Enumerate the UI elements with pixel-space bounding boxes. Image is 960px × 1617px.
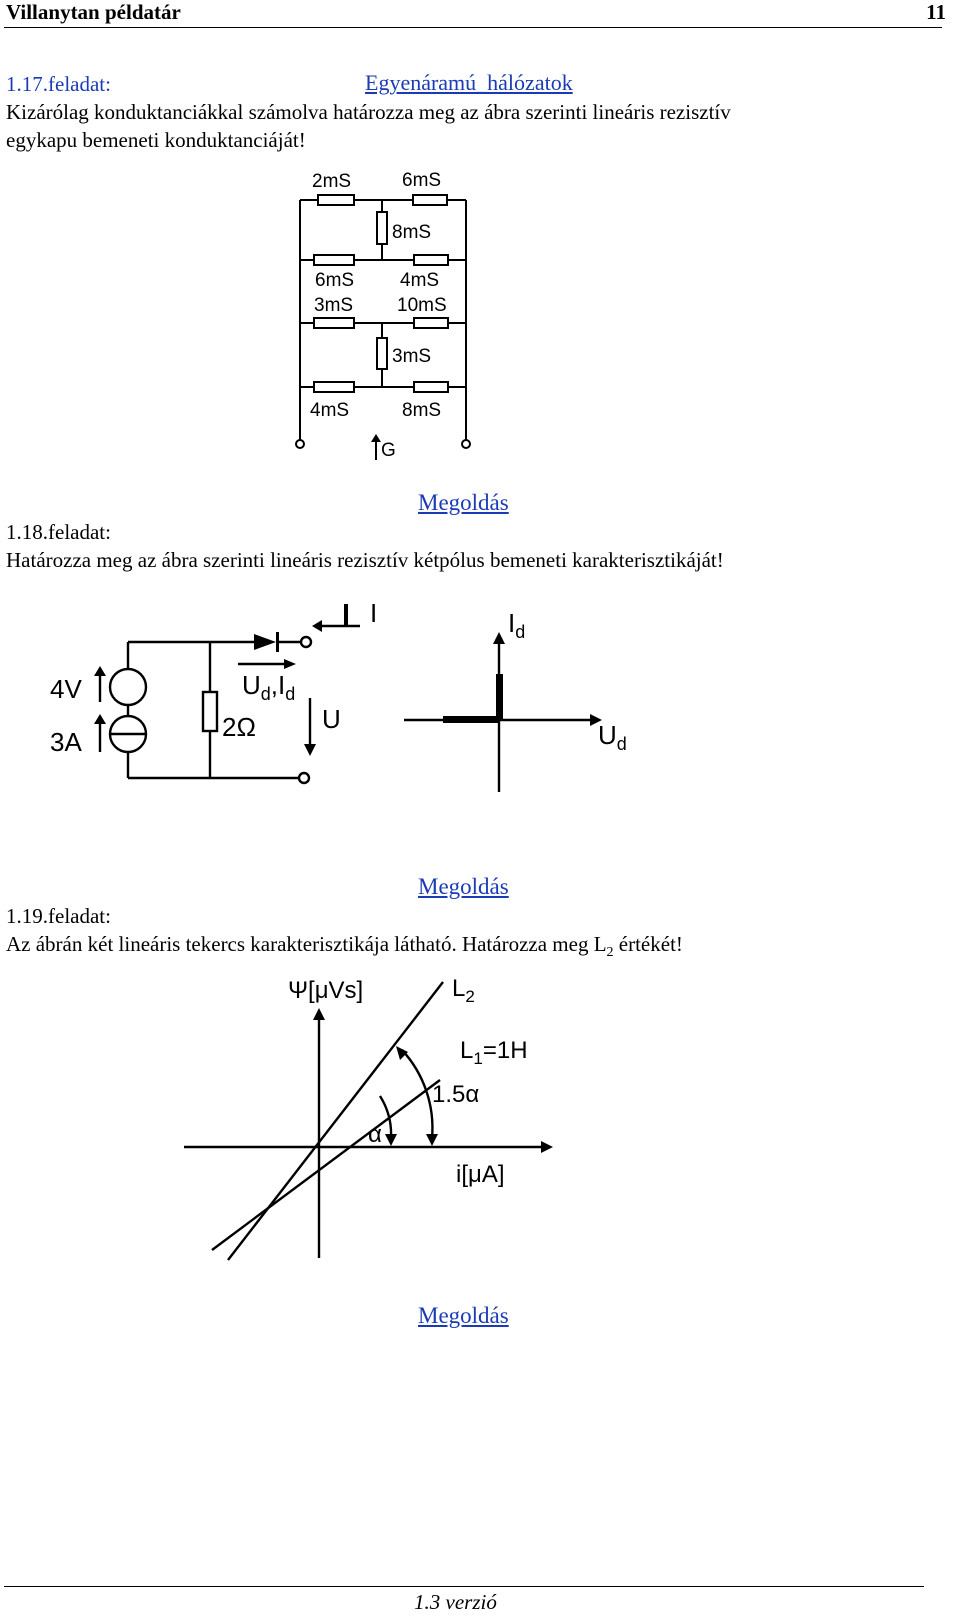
conductance-label: 8mS — [392, 222, 432, 243]
solution-link-17[interactable]: Megoldás — [418, 490, 509, 515]
conductance-label: 6mS — [315, 270, 355, 291]
diode-voltage-label: $U_d,I_d$ — [242, 670, 296, 704]
resistor-label: 2Ω — [222, 712, 256, 742]
problem-18-circuit-figure — [38, 574, 894, 874]
solution-link-19[interactable]: Megoldás — [418, 1303, 509, 1328]
version-footer: 1.3 verzió — [414, 1590, 497, 1614]
document-title: Villanytan példatár — [6, 0, 181, 24]
problem-17-circuit-figure — [184, 154, 750, 488]
conductance-label: 3mS — [314, 295, 354, 316]
axis-y-label: Ψ[μVs] — [288, 977, 364, 1004]
port-current-label: I — [370, 598, 378, 628]
conductance-label: 10mS — [397, 295, 447, 316]
angle-label: α — [368, 1121, 382, 1148]
footer-divider — [4, 1586, 924, 1587]
l1-label: $L_1=1H$ — [460, 1037, 528, 1068]
header-divider — [4, 27, 942, 28]
problem-17-text-line2: egykapu bemeneti konduktanciáját! — [6, 128, 306, 152]
problem-17-text-line1: Kizárólag konduktanciákkal számolva határozza meg az ábra szerinti lineáris rezisztív — [6, 100, 731, 124]
conductance-label: 2mS — [312, 171, 352, 192]
topic-link[interactable]: Egyenáramú_hálózatok — [365, 70, 573, 95]
problem-19-text: Az ábrán két lineáris tekercs karakterisztikája látható. Határozza meg $L_2$ értékét! — [6, 932, 683, 961]
voltage-source-label: 4V — [50, 674, 82, 704]
problem-19-label: 1.19.feladat: — [6, 904, 111, 928]
axis-x-label: $U_d$ — [598, 720, 627, 754]
axis-x-label: i[μA] — [456, 1161, 505, 1188]
conductance-label: 4mS — [400, 270, 440, 291]
problem-18-text: Határozza meg az ábra szerinti lineáris rezisztív kétpólus bemeneti karakterisztikáját! — [6, 548, 724, 572]
conductance-label: 4mS — [310, 400, 350, 421]
axis-y-label: $I_d$ — [508, 608, 526, 642]
l2-label: $L_2$ — [452, 975, 475, 1006]
port-voltage-label: U — [322, 704, 341, 734]
problem-18-label: 1.18.feladat: — [6, 520, 111, 544]
problem-19-graph-figure — [126, 960, 806, 1290]
conductance-label: 8mS — [402, 400, 442, 421]
page-number: 11 — [926, 0, 946, 24]
solution-link-18[interactable]: Megoldás — [418, 874, 509, 899]
conductance-label: 6mS — [402, 170, 442, 191]
problem-17-label: 1.17.feladat: — [6, 72, 111, 96]
current-source-label: 3A — [50, 727, 82, 757]
angle-label: 1.5α — [432, 1081, 480, 1108]
input-conductance-label: G — [381, 440, 396, 461]
conductance-label: 3mS — [392, 346, 432, 367]
